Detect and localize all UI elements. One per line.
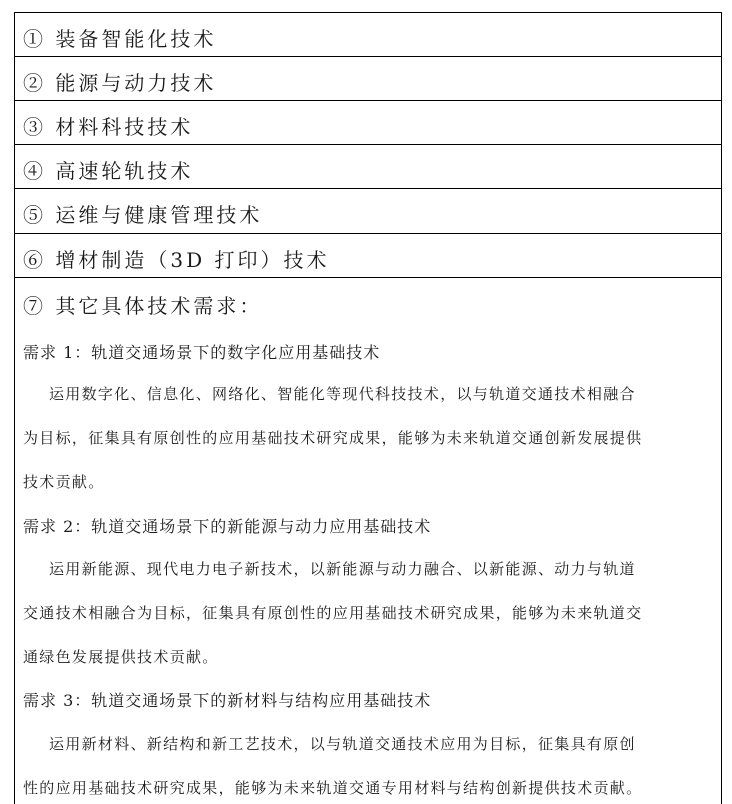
paragraph-line: 性的应用基础技术研究成果，能够为未来轨道交通专用材料与结构创新提供技术贡献。 xyxy=(23,779,643,797)
item-label: ② 能源与动力技术 xyxy=(23,71,217,95)
paragraph-line: 为目标，征集具有原创性的应用基础技术研究成果，能够为未来轨道交通创新发展提供 xyxy=(23,429,643,447)
paragraph-line: 交通技术相融合为目标，征集具有原创性的应用基础技术研究成果，能够为未来轨道交 xyxy=(23,604,643,622)
item-label: ⑥ 增材制造（3D 打印）技术 xyxy=(23,248,330,272)
item-label: ④ 高速轮轨技术 xyxy=(23,159,194,183)
table-row xyxy=(15,13,721,57)
table-row xyxy=(15,189,721,234)
paragraph-line: 技术贡献。 xyxy=(23,473,105,491)
requirement-title: 需求 2：轨道交通场景下的新能源与动力应用基础技术 xyxy=(23,517,432,536)
table-row xyxy=(15,234,721,278)
paragraph-line: 运用新能源、现代电力电子新技术，以新能源与动力融合、以新能源、动力与轨道 xyxy=(49,560,636,578)
paragraph-line: 运用新材料、新结构和新工艺技术，以与轨道交通技术应用为目标，征集具有原创 xyxy=(49,735,636,753)
table-row xyxy=(15,57,721,101)
paragraph-line: 通绿色发展提供技术贡献。 xyxy=(23,648,219,666)
requirement-title: 需求 3：轨道交通场景下的新材料与结构应用基础技术 xyxy=(23,691,432,710)
requirements-table xyxy=(14,12,722,804)
table-row xyxy=(15,145,721,189)
item-label: ① 装备智能化技术 xyxy=(23,27,217,51)
item-label: ③ 材料科技技术 xyxy=(23,115,194,139)
table-row xyxy=(15,101,721,145)
other-requirements-cell xyxy=(15,278,721,804)
other-requirements-title: ⑦ 其它具体技术需求： xyxy=(23,294,263,318)
paragraph-line: 运用数字化、信息化、网络化、智能化等现代科技技术，以与轨道交通技术相融合 xyxy=(49,385,636,403)
item-label: ⑤ 运维与健康管理技术 xyxy=(23,203,263,227)
requirement-title: 需求 1：轨道交通场景下的数字化应用基础技术 xyxy=(23,343,381,362)
